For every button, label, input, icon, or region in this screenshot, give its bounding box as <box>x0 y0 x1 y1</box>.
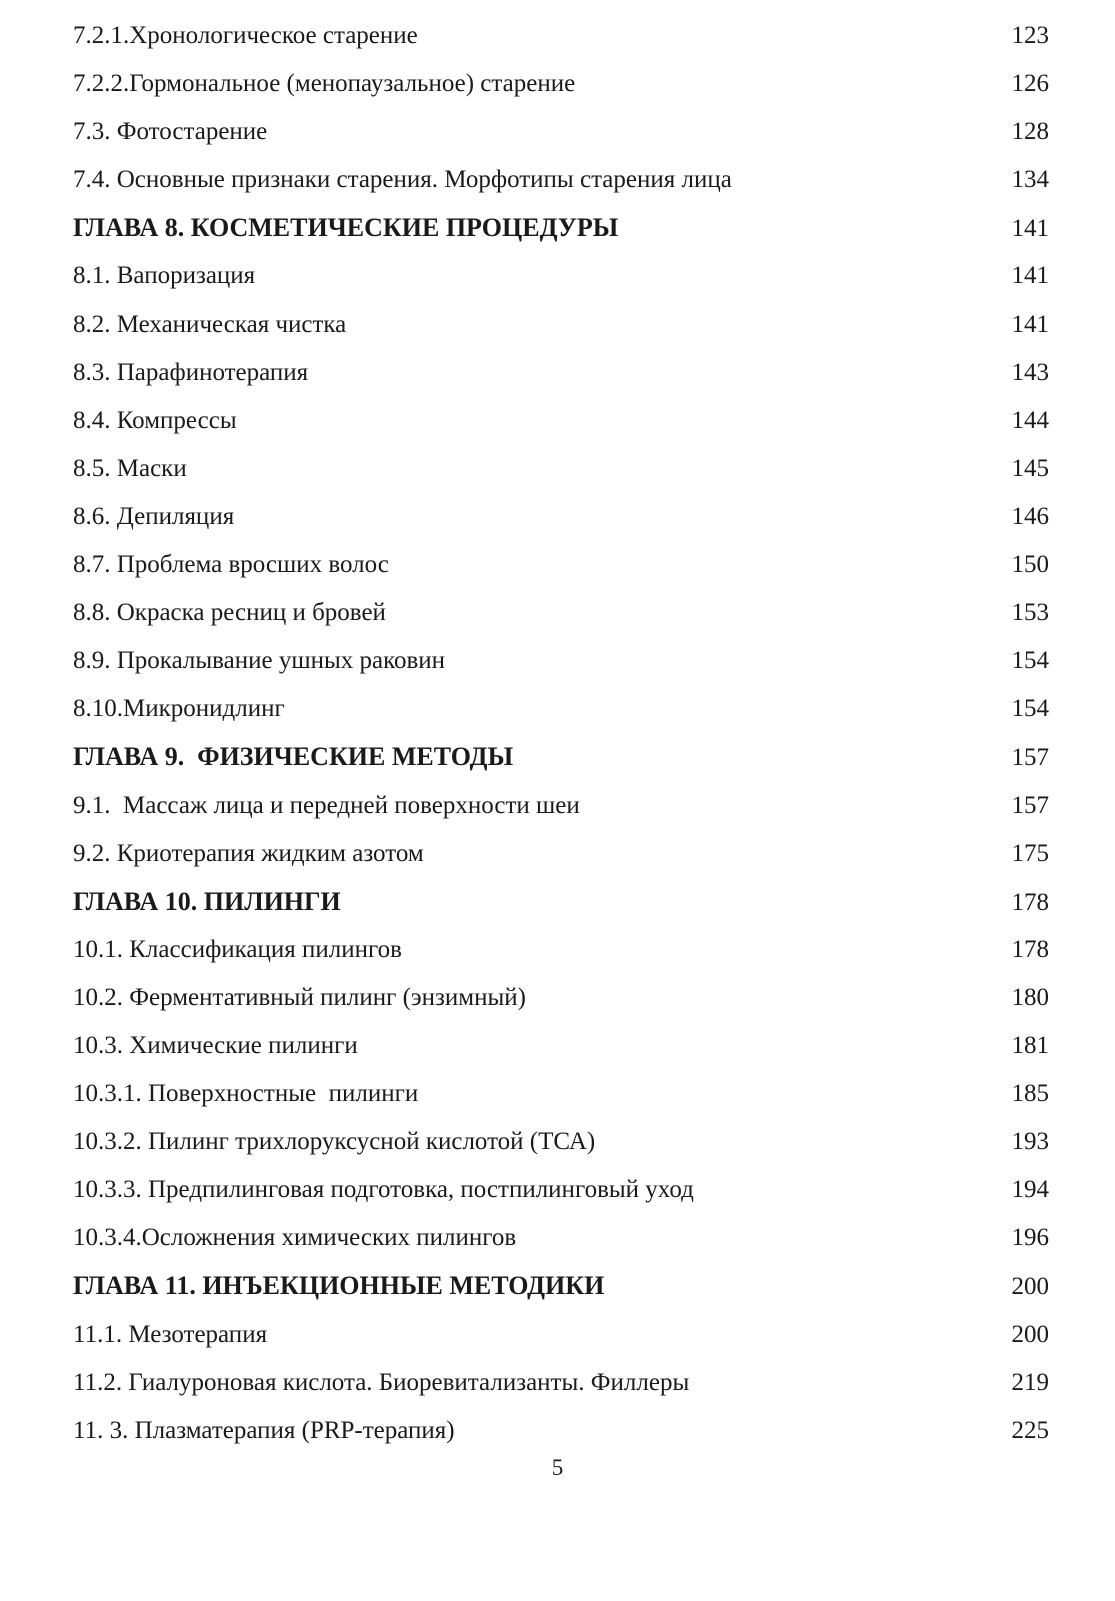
toc-page-number: 193 <box>1011 1128 1049 1156</box>
toc-row <box>73 397 1049 445</box>
toc-entry-title: 9.2. Криотерапия жидким азотом <box>73 839 424 867</box>
toc-row <box>73 926 1049 974</box>
toc-entry-title: 8.9. Прокалывание ушных раковин <box>73 647 446 675</box>
toc-page-number: 144 <box>1011 406 1049 434</box>
toc-entry-title: 8.10.Микронидлинг <box>73 695 285 723</box>
toc-entry-title: 8.7. Проблема вросших волос <box>73 551 389 579</box>
toc-chapter-row <box>73 878 1049 926</box>
toc-page-number: 200 <box>1011 1273 1049 1301</box>
toc-row <box>73 974 1049 1022</box>
toc-entry-title: 11. 3. Плазматерапия (PRP-терапия) <box>73 1416 455 1444</box>
toc-page-number: 145 <box>1011 454 1049 482</box>
toc-entry-title: 10.3.1. Поверхностные пилинги <box>73 1080 419 1108</box>
toc-chapter-title: ГЛАВА 8. КОСМЕТИЧЕСКИЕ ПРОЦЕДУРЫ <box>73 213 619 243</box>
toc-entry-title: 8.5. Маски <box>73 454 187 482</box>
toc-row <box>73 637 1049 685</box>
toc-row <box>73 782 1049 830</box>
toc-row <box>73 445 1049 493</box>
toc-page-number: 143 <box>1011 358 1049 386</box>
toc-entry-title: 8.8. Окраска ресниц и бровей <box>73 599 386 627</box>
toc-entry-title: 10.2. Ферментативный пилинг (энзимный) <box>73 983 526 1011</box>
toc-page-number: 219 <box>1011 1368 1049 1396</box>
toc-page-number: 128 <box>1011 118 1049 146</box>
toc-chapter-title: ГЛАВА 10. ПИЛИНГИ <box>73 886 341 916</box>
toc-page-number: 126 <box>1011 70 1049 98</box>
toc-row <box>73 1311 1049 1359</box>
toc-row <box>73 1118 1049 1166</box>
toc-row <box>73 252 1049 300</box>
toc-entry-title: 7.3. Фотостарение <box>73 118 268 146</box>
toc-entry-title: 10.3.4.Осложнения химических пилингов <box>73 1224 517 1252</box>
toc-chapter-title: ГЛАВА 9. ФИЗИЧЕСКИЕ МЕТОДЫ <box>73 742 514 772</box>
toc-entry-title: 7.2.1.Хронологическое старение <box>73 22 418 49</box>
toc-row <box>73 12 1049 60</box>
toc-row <box>73 1214 1049 1262</box>
toc-page-number: 194 <box>1011 1176 1049 1204</box>
toc-page-number: 196 <box>1011 1224 1049 1252</box>
toc-row <box>73 60 1049 108</box>
toc-page-number: 200 <box>1011 1320 1049 1348</box>
toc-page-number: 123 <box>1011 22 1049 49</box>
toc-page-number: 178 <box>1011 935 1049 963</box>
toc-chapter-row <box>73 204 1049 252</box>
toc-page-number: 154 <box>1011 647 1049 675</box>
toc-entry-title: 9.1. Массаж лица и передней поверхности шеи <box>73 791 580 819</box>
toc-page-number: 141 <box>1011 310 1049 338</box>
toc-row <box>73 685 1049 733</box>
toc-row <box>73 830 1049 878</box>
toc-chapter-row <box>73 733 1049 781</box>
toc-page-number: 154 <box>1011 695 1049 723</box>
toc-page-number: 153 <box>1011 599 1049 627</box>
toc-row <box>73 156 1049 204</box>
toc-chapter-row <box>73 1262 1049 1310</box>
toc-page-number: 134 <box>1011 166 1049 194</box>
toc-entry-title: 11.2. Гиалуроновая кислота. Биоревитализанты. Филлеры <box>73 1368 690 1396</box>
toc-entry-title: 8.2. Механическая чистка <box>73 310 347 338</box>
toc-row <box>73 1407 1049 1455</box>
toc-row <box>73 349 1049 397</box>
toc-row <box>73 541 1049 589</box>
toc-page-number: 141 <box>1011 215 1049 243</box>
toc-row <box>73 1022 1049 1070</box>
toc-entry-title: 10.1. Классификация пилингов <box>73 935 402 963</box>
toc-entry-title: 8.3. Парафинотерапия <box>73 358 309 386</box>
toc-page-number: 141 <box>1011 262 1049 290</box>
toc-page-number: 175 <box>1011 839 1049 867</box>
toc-page-number: 157 <box>1011 744 1049 772</box>
toc-chapter-title: ГЛАВА 11. ИНЪЕКЦИОННЫЕ МЕТОДИКИ <box>73 1271 605 1301</box>
toc-entry-title: 11.1. Мезотерапия <box>73 1320 268 1348</box>
toc-page-number: 180 <box>1011 983 1049 1011</box>
toc-row <box>73 589 1049 637</box>
toc-page-number: 185 <box>1011 1080 1049 1108</box>
toc-row <box>73 493 1049 541</box>
toc-page-number: 181 <box>1011 1031 1049 1059</box>
toc-page-number: 178 <box>1011 888 1049 916</box>
toc-entry-title: 10.3.2. Пилинг трихлоруксусной кислотой (ТСА) <box>73 1128 596 1156</box>
toc-row <box>73 301 1049 349</box>
toc-entry-title: 10.3. Химические пилинги <box>73 1031 358 1059</box>
toc-entry-title: 10.3.3. Предпилинговая подготовка, постпилинговый уход <box>73 1176 694 1204</box>
toc-entry-title: 7.2.2.Гормональное (менопаузальное) старение <box>73 70 576 98</box>
toc-row <box>73 1166 1049 1214</box>
table-of-contents <box>73 12 1049 1455</box>
toc-page-number: 157 <box>1011 791 1049 819</box>
toc-entry-title: 7.4. Основные признаки старения. Морфотипы старения лица <box>73 166 732 194</box>
toc-row <box>73 1359 1049 1407</box>
toc-page-number: 150 <box>1011 551 1049 579</box>
toc-entry-title: 8.6. Депиляция <box>73 502 235 530</box>
toc-page-number: 225 <box>1011 1416 1049 1444</box>
toc-row <box>73 1070 1049 1118</box>
toc-row <box>73 108 1049 156</box>
toc-page-number: 146 <box>1011 502 1049 530</box>
toc-entry-title: 8.1. Вапоризация <box>73 262 256 290</box>
page-number: 5 <box>551 1455 564 1480</box>
toc-entry-title: 8.4. Компрессы <box>73 406 237 434</box>
